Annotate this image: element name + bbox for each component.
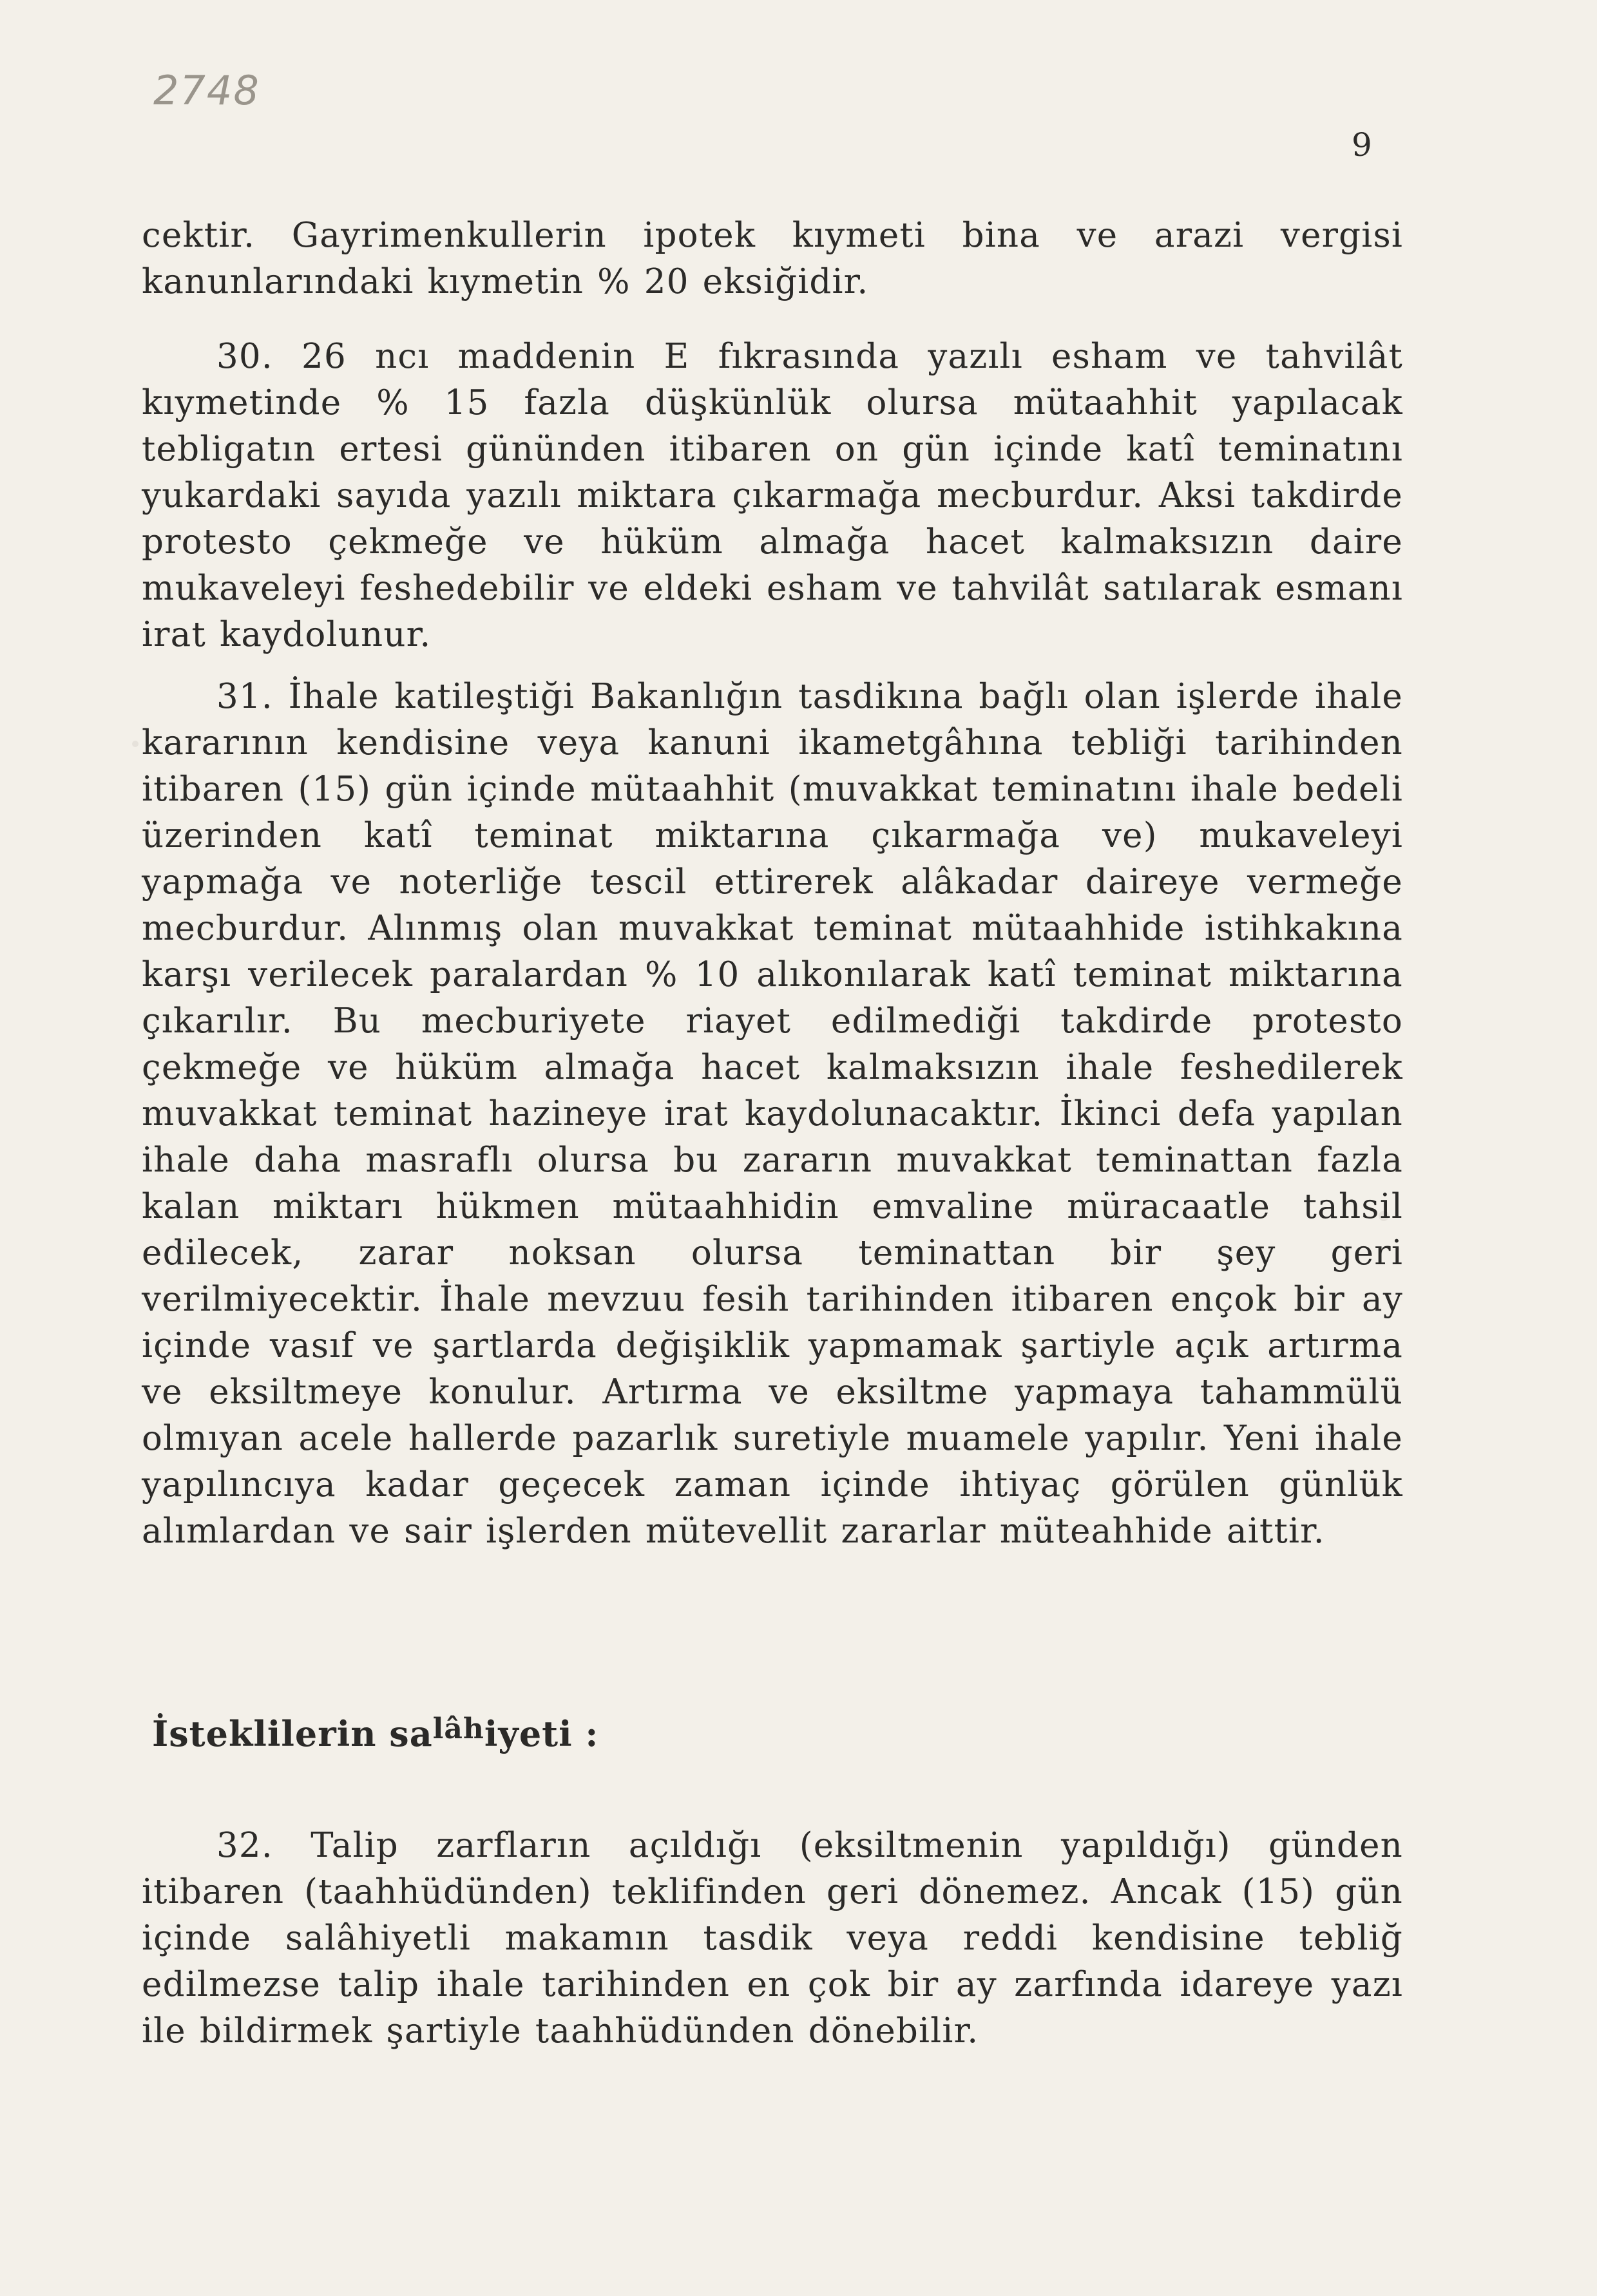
paragraph-32: 32. Talip zarfların açıldığı (eksiltmenin yapıldığı) günden itibaren (taahhüdünden) teklifinden geri dönemez. Ancak (15) gün içinde salâhiyetli makamın tasdik veya reddi kendisine tebliğ edilmezse talip ihale tarihinden en çok bir ay zarfında idareye yazı ile bildirmek şartiyle taahhüdünden dönebilir. [142, 1826, 1403, 2051]
section-heading-text: İsteklilerin sa [152, 1713, 433, 1754]
page-number: 9 [1352, 126, 1372, 164]
paragraph-31: 31. İhale katileştiği Bakanlığın tasdikına bağlı olan işlerde ihale kararının kendisine veya kanuni ikametgâhına tebliği tarihinden itibaren (15) gün içinde mütaahhit (muvakkat teminatını ihale bedeli üzerinden katî teminat miktarına çıkarmağa ve) mukaveleyi yapmağa ve noterliğe tescil ettirerek alâkadar daireye vermeğe mecburdur. Alınmış olan muvakkat teminat mütaahhide istihkakına karşı verilecek paralardan % 10 alıkonılarak katî teminat miktarına çıkarılır. Bu mecburiyete riayet edilmediği takdirde protesto çekmeğe ve hüküm almağa hacet kalmaksızın ihale feshedilerek muvakkat teminat hazineye irat kaydolunacaktır. İkinci defa yapılan ihale daha masraflı olursa bu zararın muvakkat teminattan fazla kalan miktarı hükmen mütaahhidin emvaline müracaatle tahsil edilecek, zarar noksan olursa teminattan bir şey geri verilmiyecektir. İhale mevzuu fesih tarihinden itibaren ençok bir ay içinde vasıf ve şartlarda değişiklik yapmamak şartiyle açık artırma ve eksiltmeye konulur. Artırma ve eksiltme yapmaya tahammülü olmıyan acele hallerde pazarlık suretiyle muamele yapılır. Yeni ihale yapılıncıya kadar geçecek zaman içinde ihtiyaç görülen günlük alımlardan ve sair işlerden mütevellit zararlar müteahhide aittir. [142, 677, 1403, 1551]
paper-stain [132, 741, 139, 747]
section-heading-suffix: iyeti : [484, 1713, 599, 1754]
handwritten-archive-number: 2748 [153, 67, 260, 114]
paragraph-continuation: cektir. Gayrimenkullerin ipotek kıymeti bina ve arazi vergisi kanunlarındaki kıymetin % 20 eksiğidir. [142, 216, 1403, 301]
section-heading-raised-text: lâh [432, 1713, 484, 1745]
section-heading [152, 1713, 598, 1754]
paragraph-30: 30. 26 ncı maddenin E fıkrasında yazılı esham ve tahvilât kıymetinde % 15 fazla düşkünlük olursa mütaahhit yapılacak tebligatın ertesi gününden itibaren on gün içinde katî teminatını yukardaki sayıda yazılı miktara çıkarmağa mecburdur. Aksi takdirde protesto çekmeğe ve hüküm almağa hacet kalmaksızın daire mukaveleyi feshedebilir ve eldeki esham ve tahvilât satılarak esmanı irat kaydolunur. [142, 337, 1403, 654]
